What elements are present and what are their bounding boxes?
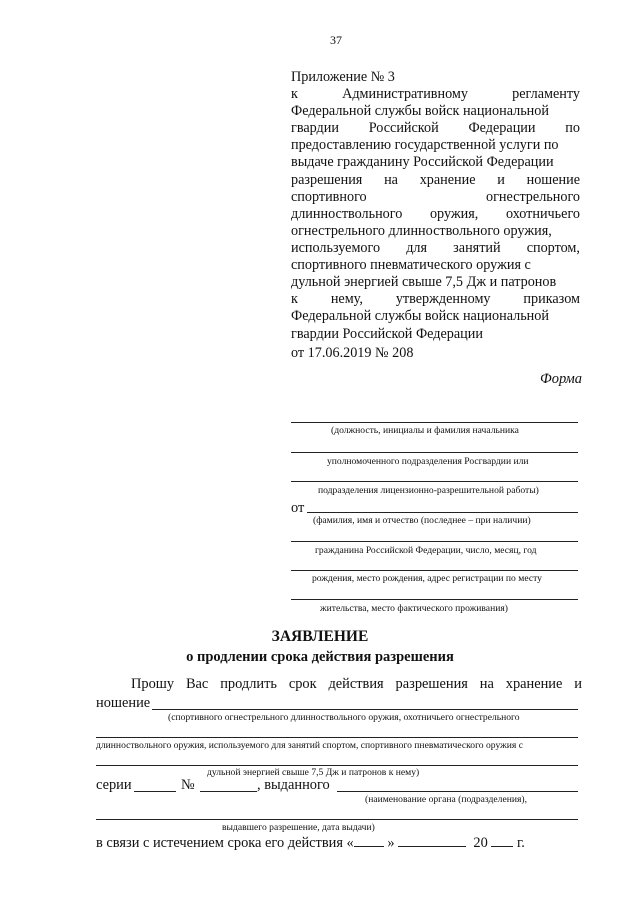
appendix-word: спортивного: [291, 188, 367, 205]
expiry-line: [96, 834, 525, 852]
appendix-word: предоставлению государственной услуги по: [291, 137, 559, 154]
appendix-word: Российской: [368, 120, 439, 137]
appendix-word: дульной энергией свыше 7,5 Дж и патронов: [291, 274, 557, 291]
appendix-word: используемого: [291, 239, 381, 256]
appendix-word: охотничьего: [505, 205, 580, 222]
issued-label: , выданного: [257, 777, 330, 793]
month-field[interactable]: [398, 834, 466, 847]
from-label: от: [291, 500, 305, 516]
appendix-word: огнестрельного: [485, 188, 580, 205]
field-line-5[interactable]: [291, 541, 578, 542]
caption-chief-position: (должность, инициалы и фамилия начальника: [331, 425, 519, 436]
appendix-word: хранение: [419, 171, 476, 188]
appendix-word: к: [291, 291, 298, 308]
appendix-line: [291, 240, 580, 257]
caption-birthplace-address: рождения, место рождения, адрес регистрации по месту: [312, 573, 542, 584]
appendix-word: разрешения: [291, 171, 363, 188]
year-field[interactable]: [491, 834, 513, 847]
appendix-word: длинноствольного: [291, 205, 403, 222]
appendix-word: для: [406, 239, 428, 256]
year-suffix: г.: [517, 835, 525, 851]
field-line-1[interactable]: [291, 422, 578, 423]
field-line-weapon-2[interactable]: [96, 737, 578, 738]
form-label: Форма: [540, 371, 582, 387]
appendix-word: Административному: [342, 86, 468, 102]
number-field[interactable]: [200, 791, 257, 792]
appendix-word: занятий: [453, 239, 501, 256]
appendix-word: Федеральной службы войск национальной: [291, 308, 549, 325]
appendix-line: [291, 189, 580, 206]
caption-issue-date: выдавшего разрешение, дата выдачи): [222, 822, 375, 833]
caption-issuer: (наименование органа (подразделения),: [365, 794, 528, 805]
caption-weapon-type-b: длинноствольного оружия, используемого для занятий спортом, спортивного пневматического оружия с: [96, 740, 523, 751]
appendix-line: [291, 137, 580, 154]
appendix-word: утвержденному: [395, 291, 491, 308]
appendix-word: спортивного пневматического оружия с: [291, 257, 531, 273]
caption-licensing-unit: подразделения лицензионно-разрешительной работы): [318, 485, 539, 496]
field-line-6[interactable]: [291, 570, 578, 571]
appendix-word: регламенту: [512, 86, 580, 102]
appendix-word: гвардии: [291, 120, 339, 137]
appendix-line: [291, 120, 580, 137]
appendix-line: [291, 86, 580, 103]
expiry-text: в связи с истечением срока его действия «: [96, 835, 354, 851]
appendix-line: [291, 154, 580, 171]
appendix-line: [291, 257, 580, 274]
appendix-line-last1: гвардии Российской Федерации: [291, 326, 483, 342]
field-line-2[interactable]: [291, 452, 578, 453]
field-line-7[interactable]: [291, 599, 578, 600]
series-label: серии: [96, 777, 132, 793]
appendix-word: по: [565, 120, 580, 137]
appendix-line: [291, 206, 580, 223]
appendix-line: [291, 172, 580, 189]
number-label: №: [181, 777, 195, 793]
appendix-line: [291, 103, 580, 120]
appendix-word: и: [497, 171, 505, 188]
appendix-line: [291, 274, 580, 291]
caption-rosgvardia-unit: уполномоченного подразделения Росгвардии или: [327, 456, 529, 467]
caption-fio: (фамилия, имя и отчество (последнее – при наличии): [313, 515, 531, 526]
year-prefix: 20: [473, 835, 488, 851]
request-paragraph: Прошу Вас продлить срок действия разрешения на хранение и: [131, 676, 582, 692]
appendix-title: Приложение № 3: [291, 69, 395, 85]
nosheniye-label: ношение: [96, 695, 151, 711]
appendix-line: [291, 291, 580, 308]
caption-citizen-birthdate: гражданина Российской Федерации, число, месяц, год: [315, 545, 537, 556]
appendix-word: огнестрельного длинноствольного оружия,: [291, 222, 552, 239]
appendix-word: нему,: [330, 291, 363, 308]
quote-close: »: [387, 835, 395, 851]
appendix-date: от 17.06.2019 № 208: [291, 345, 414, 361]
document-title: ЗАЯВЛЕНИЕ: [271, 628, 369, 645]
appendix-word: спортом,: [526, 239, 580, 256]
appendix-word: Федеральной службы войск национальной: [291, 103, 549, 120]
issuer-field-2[interactable]: [96, 819, 578, 820]
appendix-line: [291, 308, 580, 325]
day-field[interactable]: [354, 834, 384, 847]
appendix-word: к: [291, 86, 298, 102]
caption-weapon-type-a: (спортивного огнестрельного длинноствольного оружия, охотничьего огнестрельного: [168, 712, 520, 723]
appendix-word: оружия,: [429, 205, 479, 222]
appendix-word: выдаче гражданину Российской Федерации: [291, 154, 554, 171]
field-line-weapon[interactable]: [152, 709, 578, 710]
appendix-word: на: [384, 171, 398, 188]
appendix-word: ношение: [526, 171, 580, 188]
caption-weapon-type-c: дульной энергией свыше 7,5 Дж и патронов к нему): [207, 767, 420, 778]
appendix-line: [291, 223, 580, 240]
field-line-3[interactable]: [291, 481, 578, 482]
page-number: 37: [330, 33, 342, 47]
field-line-weapon-3[interactable]: [96, 765, 578, 766]
field-line-name[interactable]: [307, 512, 578, 513]
caption-residence: жительства, место фактического проживания): [320, 603, 508, 614]
appendix-word: Федерации: [468, 120, 536, 137]
issuer-field[interactable]: [337, 791, 578, 792]
document-subtitle: о продлении срока действия разрешения: [186, 649, 454, 665]
appendix-word: приказом: [523, 291, 580, 308]
series-field[interactable]: [134, 791, 176, 792]
